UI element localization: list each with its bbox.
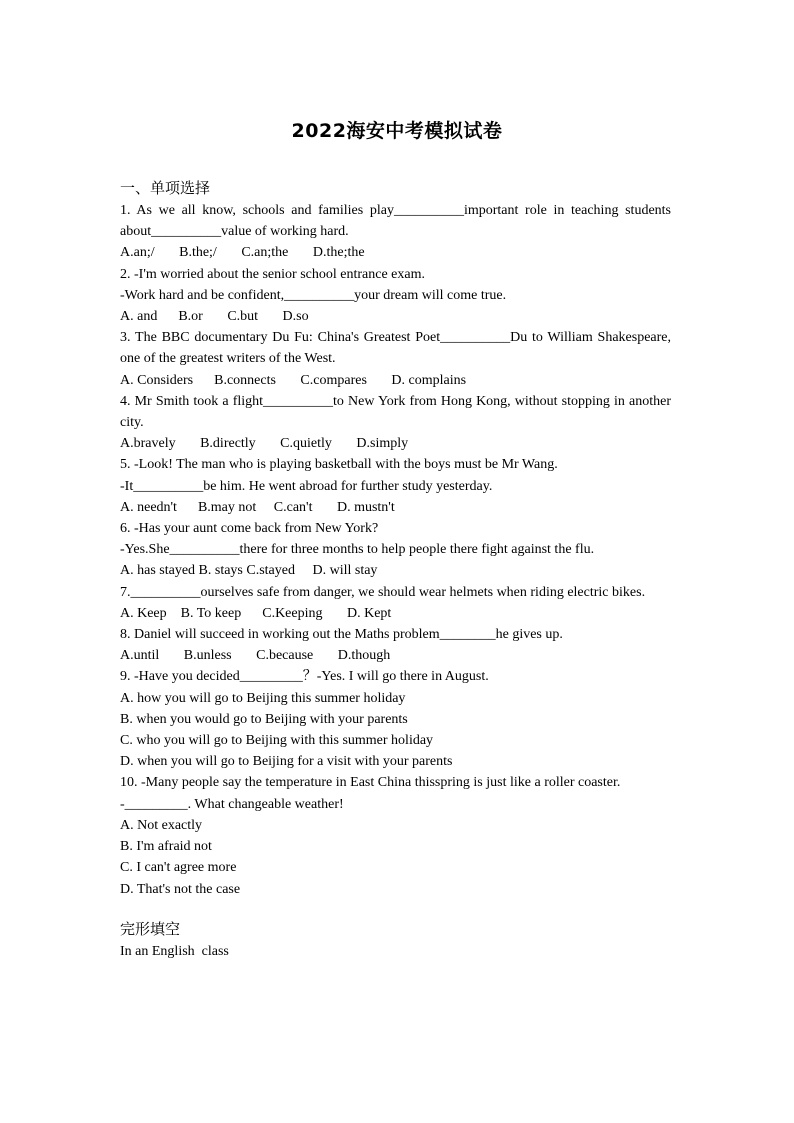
cloze-intro: In an English class [120,943,229,959]
question-9-option-c: C. who you will go to Beijing with this summer holiday [120,733,434,749]
section-spacer [120,900,671,918]
question-10-option-a: A. Not exactly [120,817,203,833]
exam-content [120,177,671,962]
question-10-stem-line1: 10. -Many people say the temperature in East China thisspring is just like a roller coaster. [120,775,621,791]
question-8-stem: 8. Daniel will succeed in working out the Maths problem________he gives up. [120,627,563,643]
question-5-options: A. needn't B.may not C.can't D. mustn't [120,499,395,515]
question-10-stem-line2: -_________. What changeable weather! [120,796,344,812]
question-6-options: A. has stayed B. stays C.stayed D. will stay [120,563,378,579]
question-2-stem-line2: -Work hard and be confident,__________your dream will come true. [120,287,507,303]
question-9-stem: 9. -Have you decided_________？-Yes. I will go there in August. [120,669,489,685]
question-7-stem: 7.__________ourselves safe from danger, we should wear helmets when riding electric bikes. [120,584,646,600]
question-9-option-a: A. how you will go to Beijing this summer holiday [120,690,406,706]
section-heading-cloze: 完形填空 [120,919,181,938]
question-1-options: A.an;/ B.the;/ C.an;the D.the;the [120,245,365,261]
question-5-stem-line1: 5. -Look! The man who is playing basketball with the boys must be Mr Wang. [120,457,558,473]
page-title: 2022海安中考模拟试卷 [291,120,503,142]
question-2-options: A. and B.or C.but D.so [120,309,309,325]
question-8-options: A.until B.unless C.because D.though [120,648,391,664]
question-6-stem-line2: -Yes.She__________there for three months to help people there fight against the flu. [120,542,595,558]
section-heading-single-choice: 一、单项选择 [120,179,211,197]
question-9-option-d: D. when you will go to Beijing for a visit with your parents [120,754,453,770]
question-10-option-d: D. That's not the case [120,881,241,897]
question-3-options: A. Considers B.connects C.compares D. complains [120,372,467,388]
question-3-stem: 3. The BBC documentary Du Fu: China's Greatest Poet__________Du to William Shakespeare, one of the greatest writers of the West. [120,330,671,367]
question-6-stem-line1: 6. -Has your aunt come back from New York? [120,521,379,537]
question-2-stem-line1: 2. -I'm worried about the senior school entrance exam. [120,266,425,282]
question-9-option-b: B. when you would go to Beijing with your parents [120,711,408,727]
question-4-options: A.bravely B.directly C.quietly D.simply [120,436,409,452]
question-7-options: A. Keep B. To keep C.Keeping D. Kept [120,605,392,621]
question-4-stem: 4. Mr Smith took a flight__________to New York from Hong Kong, without stopping in another city. [120,393,671,431]
question-5-stem-line2: -It__________be him. He went abroad for further study yesterday. [120,478,493,494]
question-10-option-b: B. I'm afraid not [120,839,212,855]
question-10-option-c: C. I can't agree more [120,860,237,876]
question-1-stem: 1. As we all know, schools and families play__________important role in teaching students about__________value of working hard. [120,203,671,240]
